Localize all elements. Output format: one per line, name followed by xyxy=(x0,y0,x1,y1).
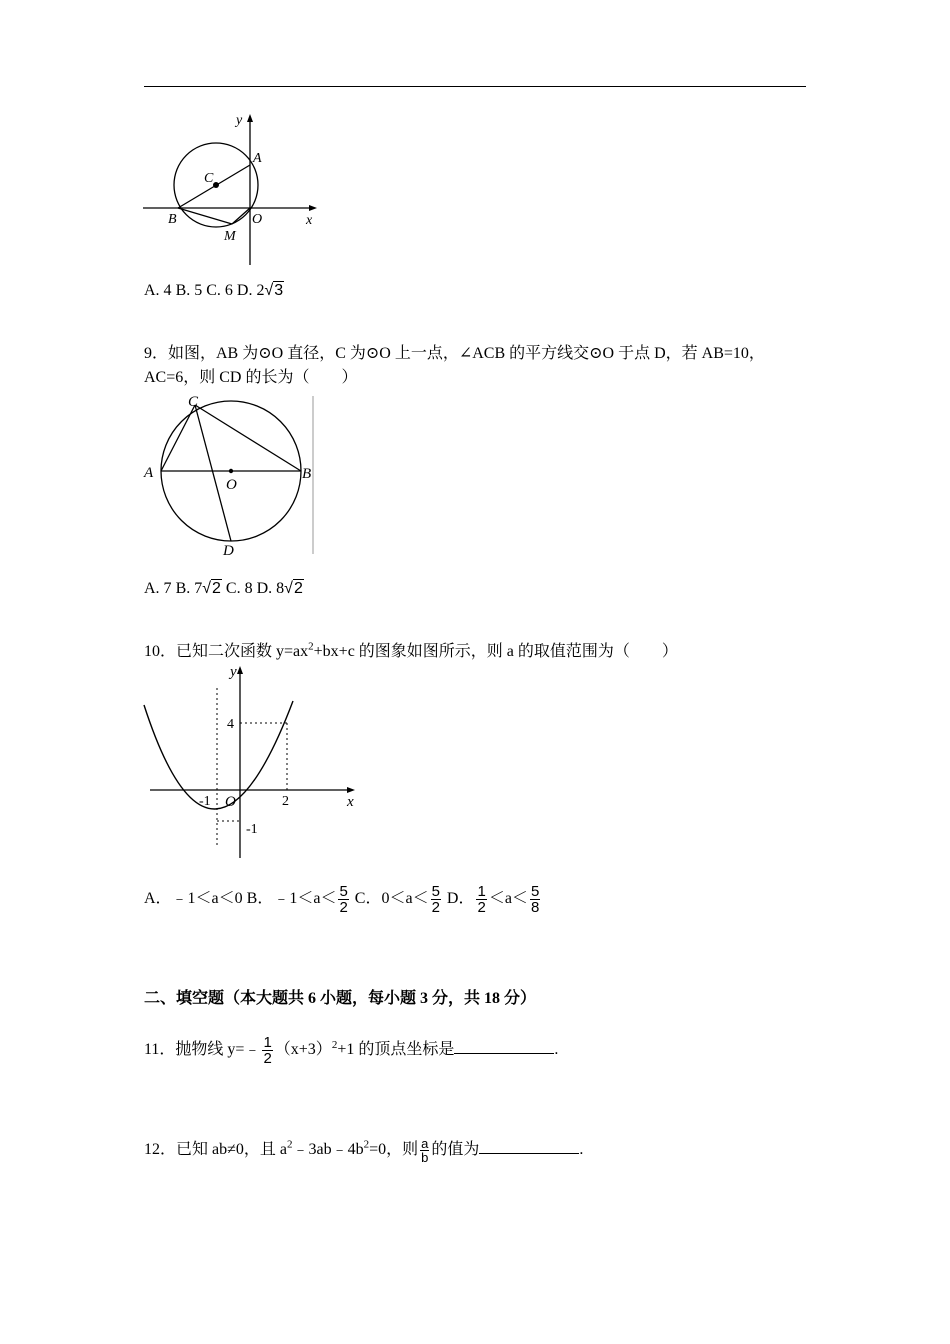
q10-option-b-fraction xyxy=(338,884,348,915)
q9-option-b: B. xyxy=(175,580,191,597)
q9-option-c: C. 8 xyxy=(225,580,253,597)
x-axis-arrow xyxy=(347,787,355,793)
label-y: y xyxy=(236,113,243,128)
label-neg1-x: -1 xyxy=(199,794,211,809)
sqrt-symbol: √3 xyxy=(264,282,284,299)
q12-exponent-1: 2 xyxy=(287,1138,293,1151)
fraction-numerator: 5 xyxy=(431,883,440,900)
q11-answer-blank[interactable] xyxy=(454,1037,554,1054)
label-m: M xyxy=(224,229,236,244)
q10-option-d-mid: ＜a＜ xyxy=(488,890,528,908)
label-b: B xyxy=(302,466,312,482)
q9-option-a: A. 7 xyxy=(144,580,172,597)
fraction-numerator: 5 xyxy=(339,883,348,900)
q10-option-c-pre: C．0＜a＜ xyxy=(354,890,429,908)
q10-options xyxy=(144,884,542,915)
label-y: y xyxy=(230,664,237,680)
label-a: A xyxy=(144,465,154,481)
q10-text-post: +bx+c 的图象如图所示，则 a 的取值范围为（ ） xyxy=(313,643,678,660)
segment-cb xyxy=(195,405,301,471)
q12-exponent-2: 2 xyxy=(363,1138,370,1151)
q12-text-mid: ﹣3ab﹣4b xyxy=(292,1141,364,1158)
figure-q9-circle xyxy=(140,392,320,562)
fraction-numerator: 1 xyxy=(263,1034,272,1051)
q12-text-after: 的值为 xyxy=(431,1141,480,1158)
segment-mo xyxy=(232,208,250,224)
label-a: A xyxy=(253,151,262,166)
label-b: B xyxy=(168,212,177,227)
fraction-denominator: 2 xyxy=(477,899,486,916)
q12-answer-blank[interactable] xyxy=(479,1137,579,1154)
label-neg1-y: -1 xyxy=(246,822,258,837)
segment-cd xyxy=(195,405,231,541)
sqrt-symbol: √2 xyxy=(284,580,303,597)
fraction-denominator: 2 xyxy=(263,1050,272,1067)
label-o: O xyxy=(225,794,236,810)
label-d: D xyxy=(223,543,234,559)
q8-option-c: C. 6 xyxy=(206,282,233,299)
q10-text xyxy=(144,642,678,662)
sqrt-symbol: √2 xyxy=(202,580,221,597)
q9-option-d-coefficient: 8 xyxy=(276,580,285,597)
section-2-title: 二、填空题（本大题共 6 小题，每小题 3 分，共 18 分） xyxy=(144,990,537,1007)
label-four: 4 xyxy=(227,717,234,732)
label-x: x xyxy=(306,213,313,228)
figure-q10-parabola xyxy=(140,660,365,862)
q8-option-a: A. 4 xyxy=(144,282,172,299)
q9-option-b-radicand: 2 xyxy=(212,580,221,597)
q8-option-d: D. xyxy=(236,282,253,299)
q11-text-mid: （x+3） xyxy=(274,1041,332,1059)
label-o: O xyxy=(252,212,263,227)
y-axis-arrow xyxy=(237,666,243,674)
q8-option-d-radicand: 3 xyxy=(274,282,284,299)
q11-text-pre: 11．抛物线 y=﹣ xyxy=(144,1041,261,1059)
q10-option-c-fraction xyxy=(431,884,441,915)
q9-text-line2: AC=6，则 CD 的长为（ ） xyxy=(144,369,358,386)
q10-exponent: 2 xyxy=(308,640,314,653)
q11-text xyxy=(144,1035,558,1066)
q12-fraction xyxy=(420,1137,429,1164)
center-point-c xyxy=(213,182,219,188)
q9-option-b-coefficient: 7 xyxy=(194,580,203,597)
q12-text-post: =0，则 xyxy=(369,1141,419,1158)
x-axis-arrow xyxy=(309,205,317,211)
label-o: O xyxy=(226,477,237,493)
q8-option-b: B. 5 xyxy=(175,282,203,299)
q10-text-pre: 10．已知二次函数 y=ax xyxy=(144,643,309,660)
segment-ac xyxy=(161,405,195,471)
label-two: 2 xyxy=(282,794,289,809)
q9-option-d: D. xyxy=(256,580,273,597)
label-x: x xyxy=(347,794,354,810)
fraction-denominator: 2 xyxy=(431,899,440,916)
parabola-curve xyxy=(144,701,293,809)
q10-option-d-fraction-2 xyxy=(530,884,540,915)
header-rule xyxy=(144,86,806,87)
center-point-o xyxy=(229,469,233,473)
fraction-denominator: b xyxy=(421,1149,429,1165)
q9-option-d-radicand: 2 xyxy=(293,580,303,597)
q12-text xyxy=(144,1135,583,1165)
figure-q8-circle-axes xyxy=(140,110,325,268)
fraction-denominator: 2 xyxy=(339,899,348,916)
q8-options xyxy=(144,281,284,301)
label-c: C xyxy=(204,171,214,186)
q10-option-b-pre: B．﹣1＜a＜ xyxy=(246,890,337,908)
fraction-numerator: a xyxy=(421,1135,429,1151)
q9-text-line1: 9．如图，AB 为⊙O 直径，C 为⊙O 上一点，∠ACB 的平方线交⊙O 于点 D，若 AB=10， xyxy=(144,345,765,362)
q10-option-d-pre: D． xyxy=(446,890,475,908)
segment-bm xyxy=(178,208,232,224)
q11-fraction xyxy=(262,1035,272,1066)
fraction-denominator: 8 xyxy=(530,899,540,916)
q8-option-d-coefficient: 2 xyxy=(256,282,265,299)
q10-option-a: A．﹣1＜a＜0 xyxy=(144,890,243,908)
label-c: C xyxy=(188,394,199,410)
fraction-numerator: 5 xyxy=(530,883,540,900)
y-axis-arrow xyxy=(247,114,253,122)
q12-text-end: . xyxy=(579,1141,584,1158)
fraction-numerator: 1 xyxy=(477,883,486,900)
q10-option-d-fraction-1 xyxy=(476,884,486,915)
q11-text-post: +1 的顶点坐标是 xyxy=(337,1041,455,1059)
q9-options xyxy=(144,579,304,599)
q11-exponent: 2 xyxy=(331,1038,338,1051)
q11-text-end: . xyxy=(554,1041,559,1059)
q12-text-pre: 12．已知 ab≠0，且 a xyxy=(144,1141,287,1158)
